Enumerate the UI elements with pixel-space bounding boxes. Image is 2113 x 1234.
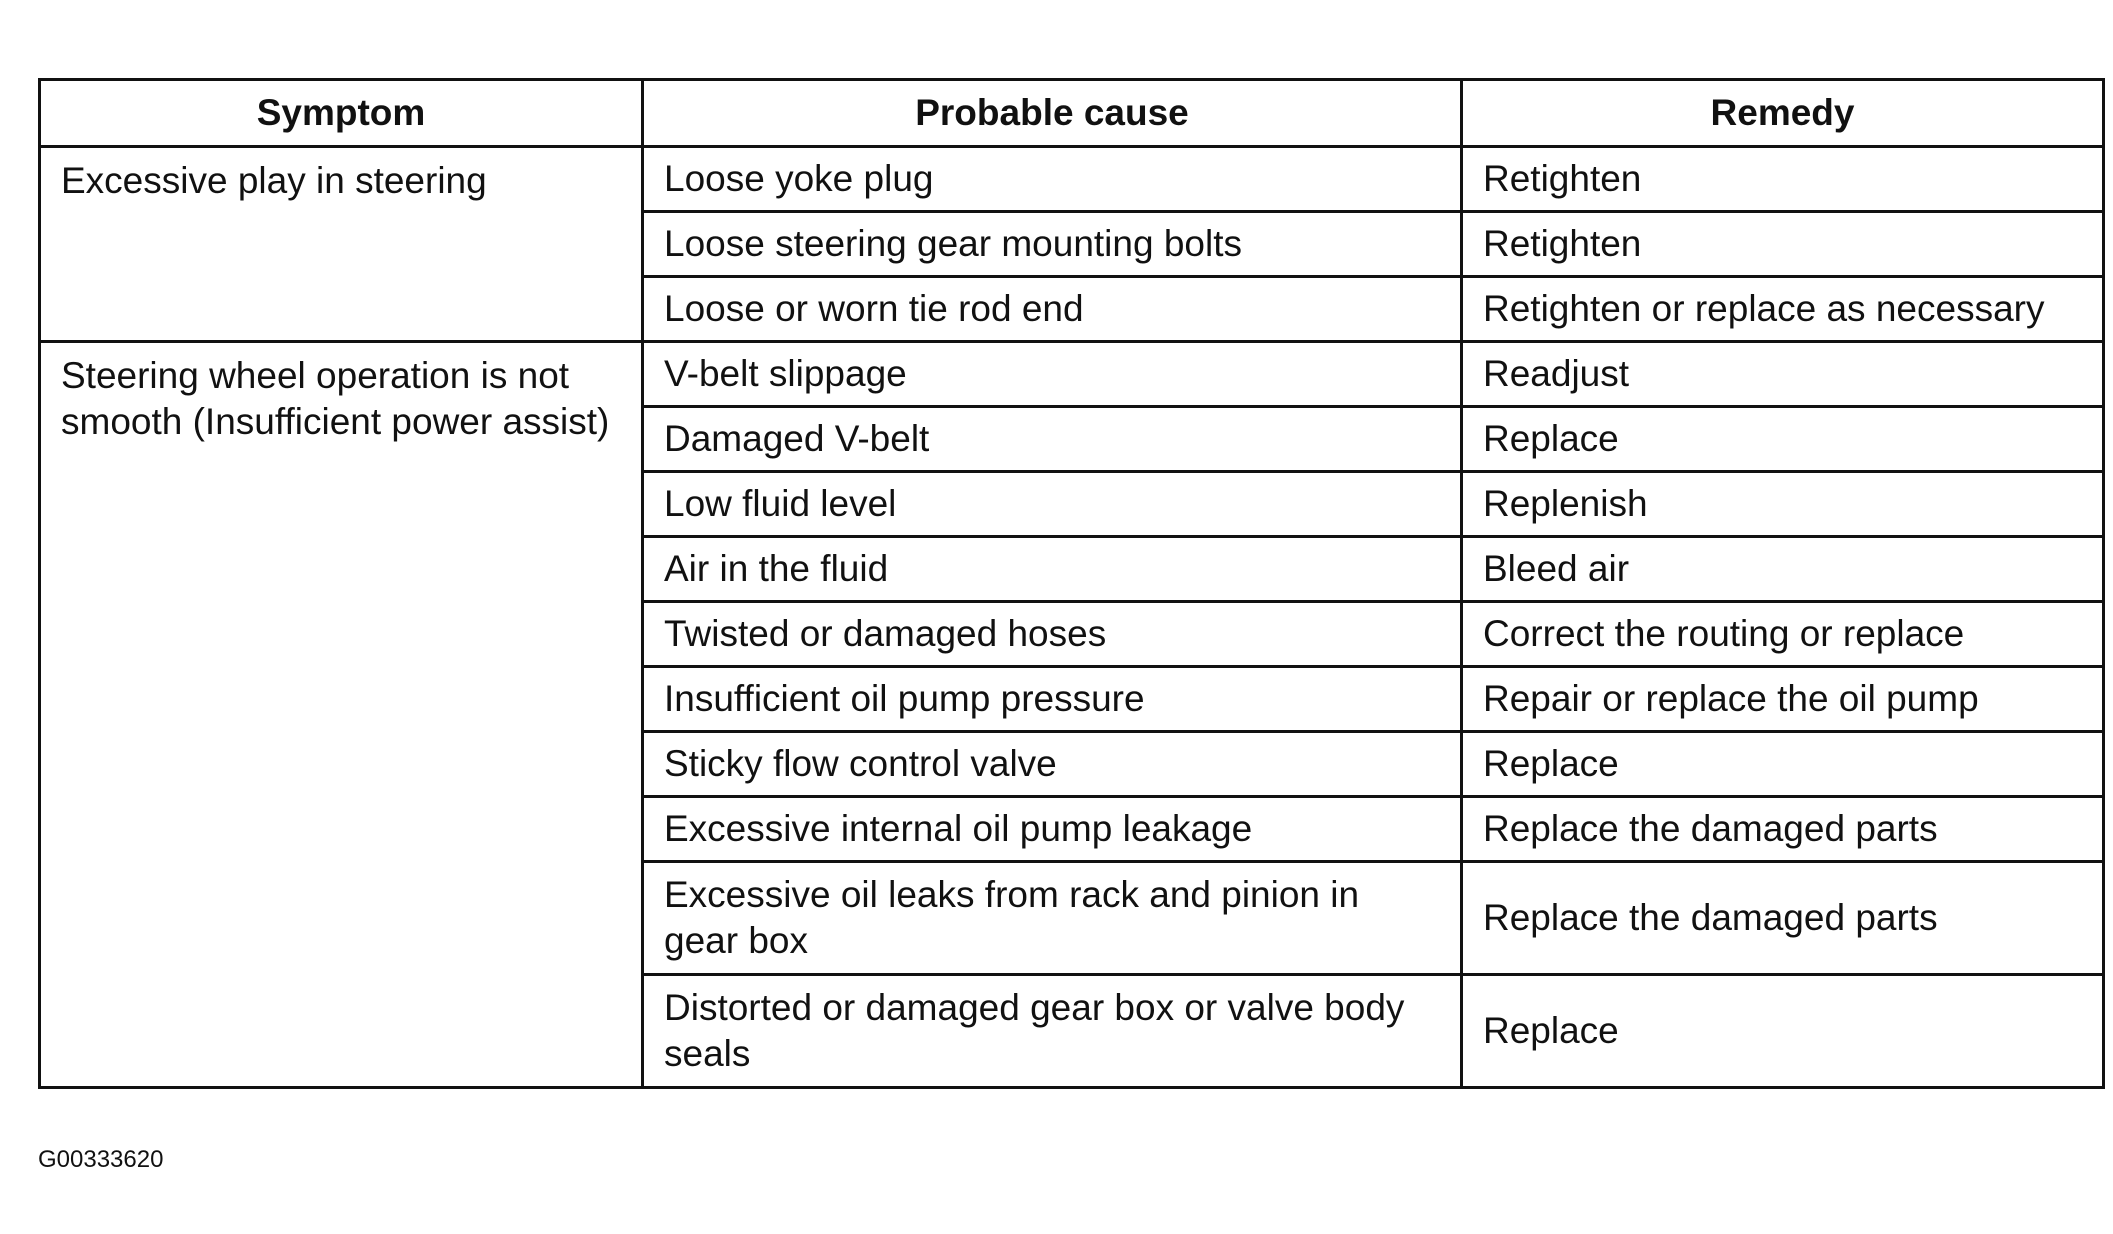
cause-cell: Twisted or damaged hoses bbox=[643, 602, 1462, 667]
remedy-cell: Retighten bbox=[1462, 212, 2104, 277]
troubleshooting-table bbox=[38, 78, 2105, 1089]
remedy-cell: Retighten bbox=[1462, 147, 2104, 212]
symptom-cell: Excessive play in steering bbox=[40, 147, 643, 342]
remedy-cell: Bleed air bbox=[1462, 537, 2104, 602]
table-row bbox=[40, 342, 2104, 407]
cause-cell: Excessive oil leaks from rack and pinion in gear box bbox=[643, 862, 1462, 975]
remedy-cell: Retighten or replace as necessary bbox=[1462, 277, 2104, 342]
remedy-cell: Replace the damaged parts bbox=[1462, 862, 2104, 975]
cause-cell: Low fluid level bbox=[643, 472, 1462, 537]
cause-cell: Sticky flow control valve bbox=[643, 732, 1462, 797]
remedy-cell: Readjust bbox=[1462, 342, 2104, 407]
cause-cell: Loose or worn tie rod end bbox=[643, 277, 1462, 342]
remedy-cell: Replace bbox=[1462, 975, 2104, 1088]
table-row bbox=[40, 147, 2104, 212]
cause-cell: Loose steering gear mounting bolts bbox=[643, 212, 1462, 277]
remedy-cell: Replenish bbox=[1462, 472, 2104, 537]
cause-cell: V-belt slippage bbox=[643, 342, 1462, 407]
cause-cell: Loose yoke plug bbox=[643, 147, 1462, 212]
remedy-cell: Replace bbox=[1462, 732, 2104, 797]
header-symptom: Symptom bbox=[40, 80, 643, 147]
header-probable-cause: Probable cause bbox=[643, 80, 1462, 147]
symptom-cell: Steering wheel operation is not smooth (Insufficient power assist) bbox=[40, 342, 643, 1088]
header-row bbox=[40, 80, 2104, 147]
remedy-cell: Repair or replace the oil pump bbox=[1462, 667, 2104, 732]
header-remedy: Remedy bbox=[1462, 80, 2104, 147]
remedy-cell: Replace the damaged parts bbox=[1462, 797, 2104, 862]
remedy-cell: Replace bbox=[1462, 407, 2104, 472]
cause-cell: Excessive internal oil pump leakage bbox=[643, 797, 1462, 862]
cause-cell: Insufficient oil pump pressure bbox=[643, 667, 1462, 732]
cause-cell: Distorted or damaged gear box or valve body seals bbox=[643, 975, 1462, 1088]
figure-id: G00333620 bbox=[38, 1146, 164, 1173]
cause-cell: Air in the fluid bbox=[643, 537, 1462, 602]
cause-cell: Damaged V-belt bbox=[643, 407, 1462, 472]
remedy-cell: Correct the routing or replace bbox=[1462, 602, 2104, 667]
